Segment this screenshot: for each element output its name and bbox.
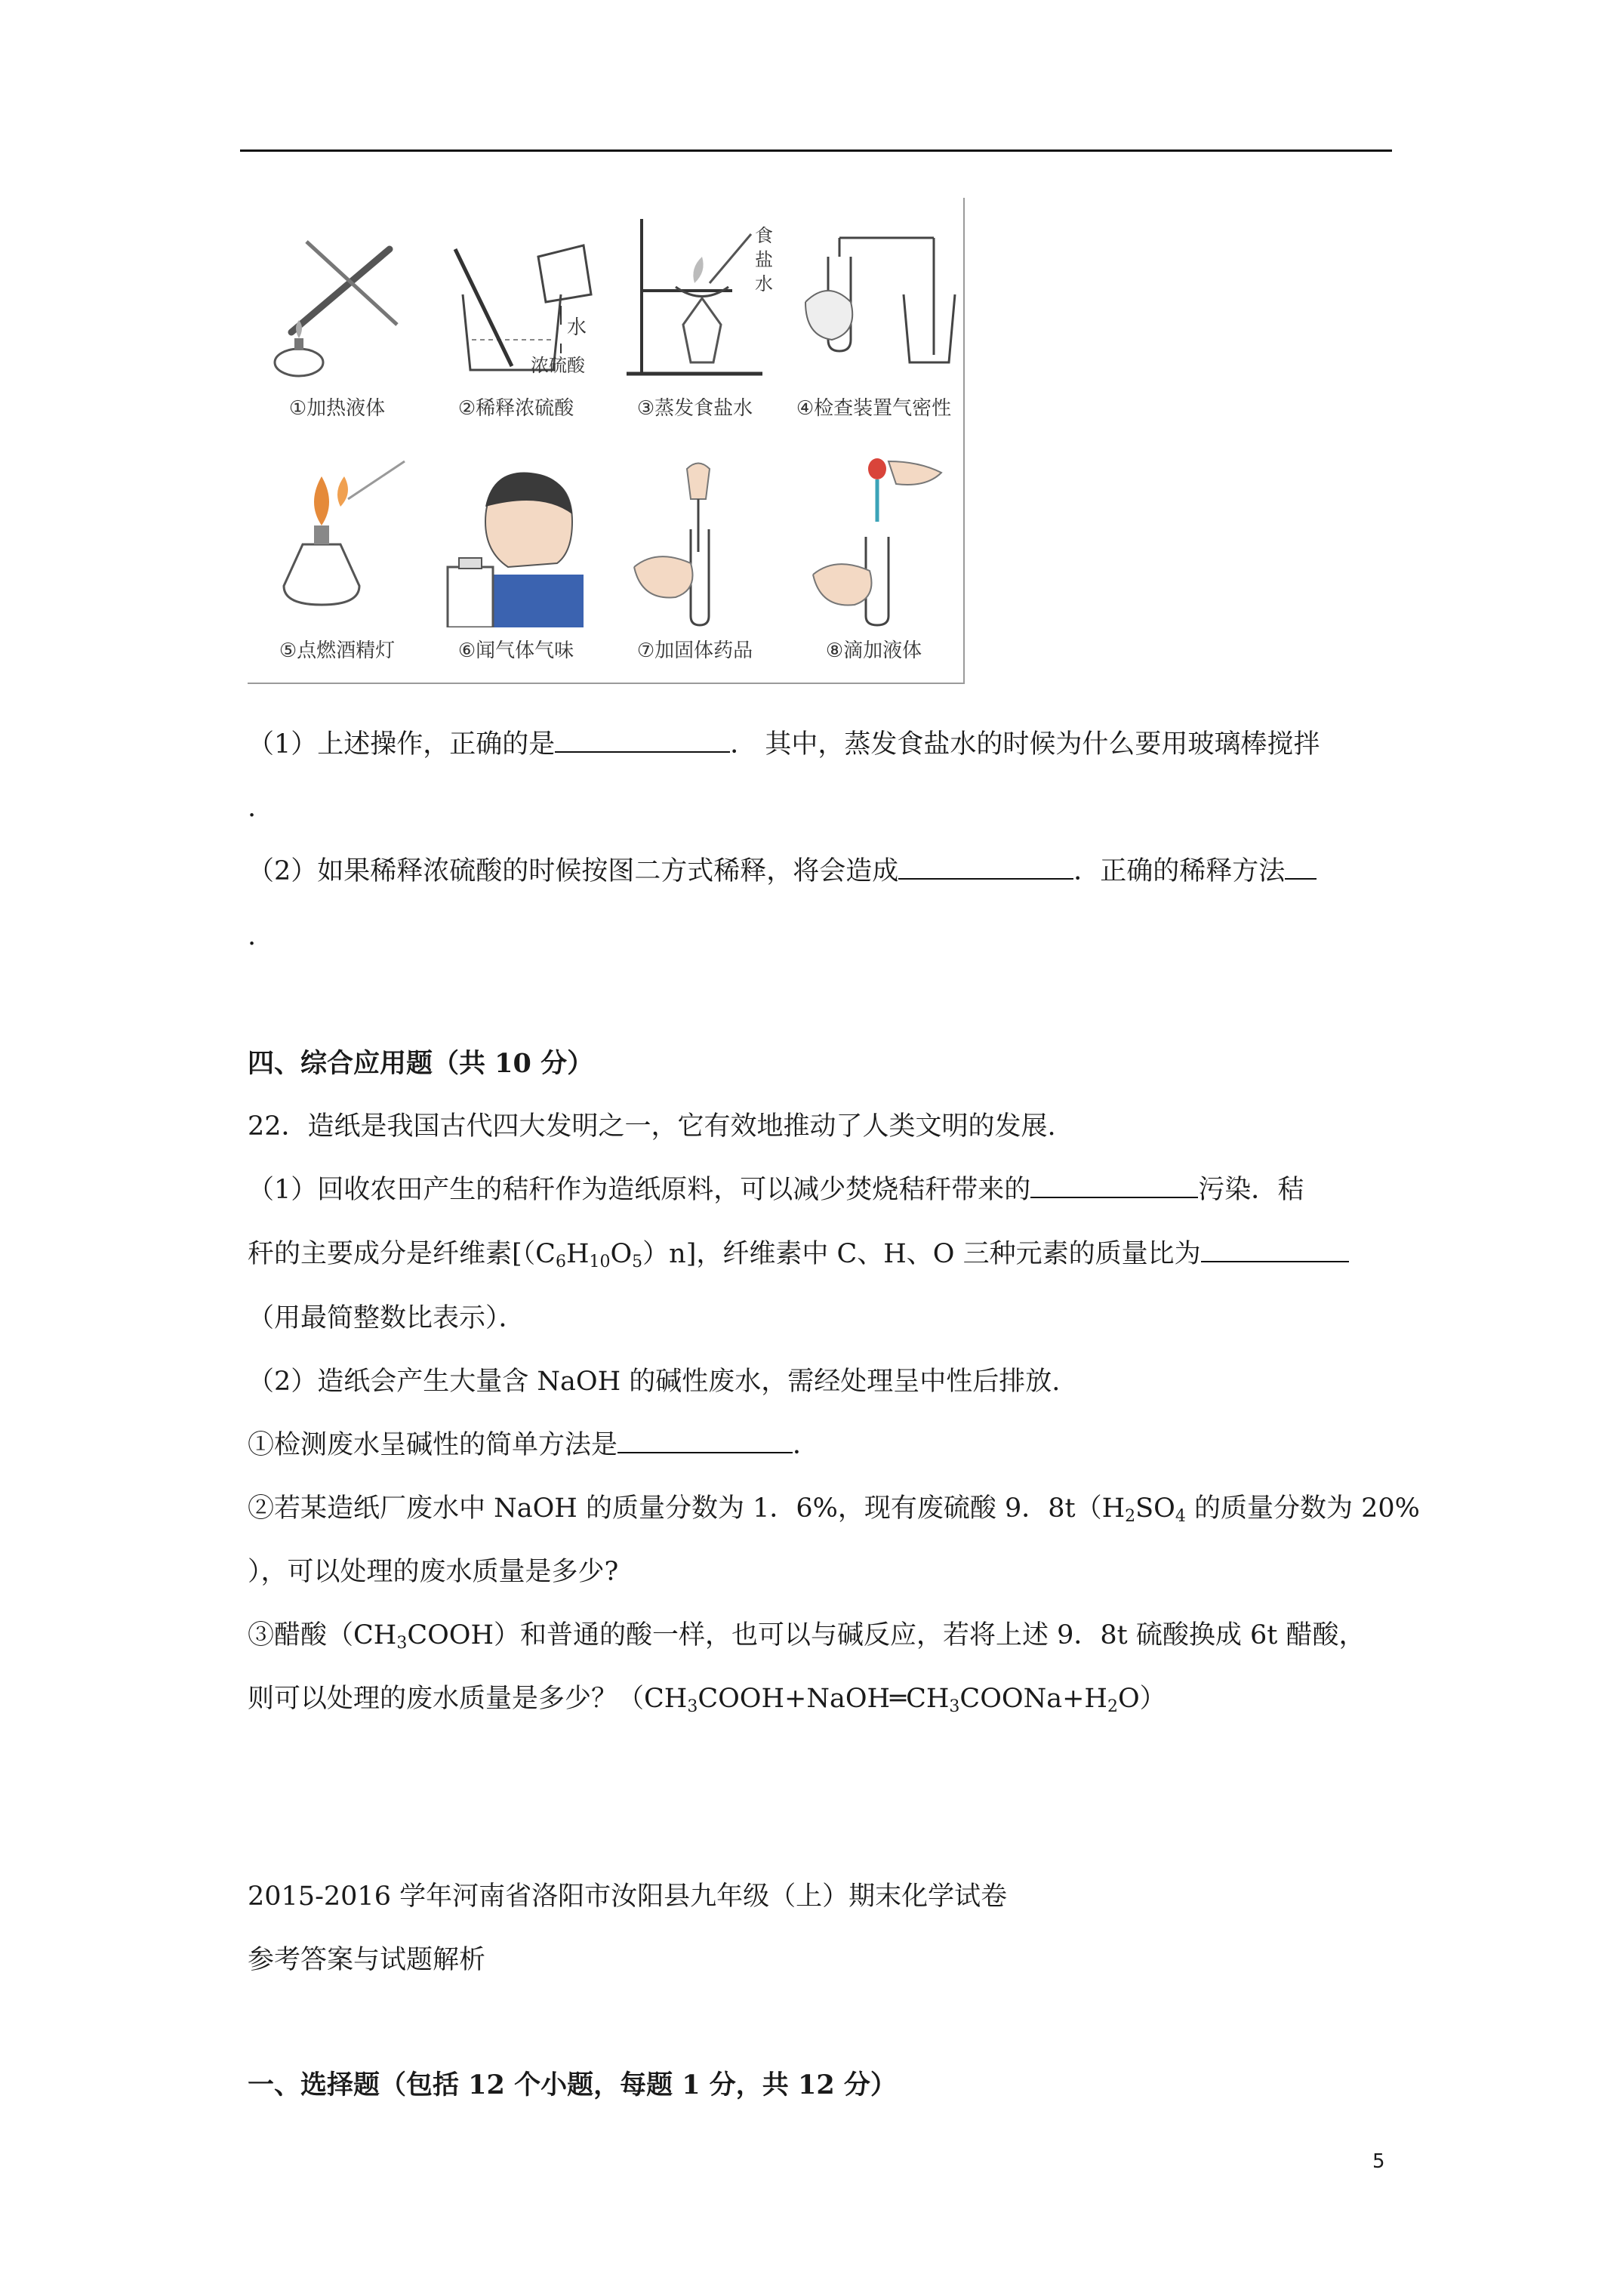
formula-subscript: 3 (949, 1697, 960, 1716)
q22-sub3-line2 (248, 1681, 1166, 1725)
caption-7: ⑦加固体药品 (636, 639, 753, 662)
formula-text: COONa+H (959, 1684, 1107, 1714)
q21-part2-text: （2）如果稀释浓硫酸的时候按图二方式稀释，将会造成 (248, 856, 899, 886)
caption-4: ④检查装置气密性 (796, 397, 952, 420)
label-salt-1: 食 (755, 225, 773, 246)
header-rule (240, 149, 1392, 152)
add-solid-illustration (619, 454, 770, 627)
q22-sub2-line1 (248, 1490, 1420, 1535)
formula-subscript: 10 (589, 1253, 611, 1271)
q22-sub3-text: ③醋酸（CH (248, 1620, 397, 1650)
answer-blank[interactable] (617, 1429, 793, 1453)
q22-stem: 22．造纸是我国古代四大发明之一，它有效地推动了人类文明的发展. (248, 1111, 1056, 1142)
figure-panel-light-lamp (248, 440, 427, 683)
q22-sub2-line2: ），可以处理的废水质量是多少? (248, 1557, 619, 1587)
caption-6: ⑥闻气体气味 (457, 639, 574, 662)
label-salt-3: 水 (755, 273, 773, 294)
q22-sub2-text: ②若某造纸厂废水中 NaOH 的质量分数为 1．6%，现有废硫酸 9．8t（H (248, 1493, 1126, 1524)
q21-part1-text: （1）上述操作，正确的是 (248, 729, 556, 760)
q21-part1-text-b: ． 其中，蒸发食盐水的时候为什么要用玻璃棒搅拌 (730, 729, 1320, 760)
section-heading: 一、选择题（包括 12 个小题，每题 1 分，共 12 分） (248, 2069, 897, 2100)
evaporate-illustration (619, 211, 785, 385)
formula-text: O (610, 1239, 633, 1269)
answer-blank[interactable] (1030, 1174, 1198, 1198)
caption-1: ①加热液体 (288, 397, 386, 420)
q22-part1-text: （1）回收农田产生的秸秆作为造纸原料，可以减少焚烧秸秆带来的 (248, 1175, 1031, 1205)
formula-subscript: 6 (555, 1253, 566, 1271)
q22-part2: （2）造纸会产生大量含 NaOH 的碱性废水，需经处理呈中性后排放. (248, 1367, 1061, 1397)
answer-blank[interactable] (1201, 1238, 1349, 1262)
q22-part1-line2 (248, 1236, 1349, 1281)
figure-panel-add-solid (605, 440, 784, 683)
light-lamp-illustration (261, 454, 412, 627)
caption-5: ⑤点燃酒精灯 (279, 639, 396, 662)
figure-panel-dilute-acid (427, 198, 605, 440)
heat-liquid-illustration (261, 211, 412, 385)
formula-subscript: 3 (396, 1634, 408, 1653)
q21-part1-line (248, 726, 1320, 763)
caption-2: ②稀释浓硫酸 (457, 397, 574, 420)
drop-liquid-illustration (798, 454, 949, 627)
figure-panel-evaporate (605, 198, 784, 440)
label-salt-2: 盐 (755, 249, 773, 270)
q22-sub3-line1 (248, 1617, 1365, 1662)
answer-blank[interactable] (555, 729, 730, 753)
lab-operations-figure (248, 198, 965, 684)
formula-subscript: 4 (1175, 1507, 1186, 1526)
q21-part2-text-b: ．正确的稀释方法 (1073, 856, 1286, 886)
answer-blank[interactable] (1285, 855, 1317, 880)
answer-title: 2015-2016 学年河南省洛阳市汝阳县九年级（上）期末化学试卷 (248, 1881, 1008, 1912)
label-water: 水 (567, 316, 587, 339)
formula-text: COOH+NaOH═CH (698, 1684, 950, 1714)
q21-part2-end: . (248, 921, 257, 951)
q22-part1-line1 (248, 1172, 1304, 1208)
figure-panel-airtightness (784, 198, 963, 440)
section-heading: 四、综合应用题（共 10 分） (248, 1048, 594, 1079)
answer-blank[interactable] (898, 855, 1073, 880)
q22-sub2-text-c: 的质量分数为 20% (1185, 1493, 1420, 1524)
formula-text: 秆的主要成分是纤维素[（C (248, 1239, 556, 1269)
q22-sub1 (248, 1427, 819, 1463)
answer-subtitle: 参考答案与试题解析 (248, 1945, 486, 1975)
q22-part1-text-b: 污染．秸 (1198, 1175, 1304, 1205)
q22-sub3-text-b: COOH）和普通的酸一样，也可以与碱反应，若将上述 9．8t 硫酸换成 6t 醋酸， (407, 1620, 1366, 1650)
figure-panel-smell-gas (427, 440, 605, 683)
label-acid: 浓硫酸 (531, 355, 585, 376)
page-number: 5 (1372, 2150, 1385, 2173)
q21-part2-line (248, 853, 1317, 889)
dilute-acid-illustration (440, 211, 606, 385)
formula-subscript: 2 (1107, 1697, 1118, 1716)
figure-panel-heat-liquid (248, 198, 427, 440)
q21-part1-end: . (248, 793, 257, 823)
q22-part1-text-c: ）n]，纤维素中 C、H、O 三种元素的质量比为 (642, 1239, 1201, 1269)
figure-panel-drop-liquid (784, 440, 963, 683)
smell-gas-illustration (440, 454, 591, 627)
q22-sub3-text-c: 则可以处理的废水质量是多少？（CH (248, 1684, 688, 1714)
formula-subscript: 5 (632, 1253, 643, 1271)
q22-sub1-end: ． (793, 1430, 820, 1460)
formula-text: H (565, 1239, 590, 1269)
formula-subscript: 3 (687, 1697, 698, 1716)
airtightness-illustration (798, 211, 964, 385)
caption-3: ③蒸发食盐水 (636, 397, 753, 420)
q22-part1-line3: （用最简整数比表示）． (248, 1303, 525, 1333)
formula-subscript: 2 (1125, 1507, 1136, 1526)
caption-8: ⑧滴加液体 (825, 639, 922, 662)
formula-text: O） (1117, 1684, 1166, 1714)
formula-text: SO (1135, 1493, 1175, 1524)
q22-sub1-text: ①检测废水呈碱性的简单方法是 (248, 1430, 618, 1460)
